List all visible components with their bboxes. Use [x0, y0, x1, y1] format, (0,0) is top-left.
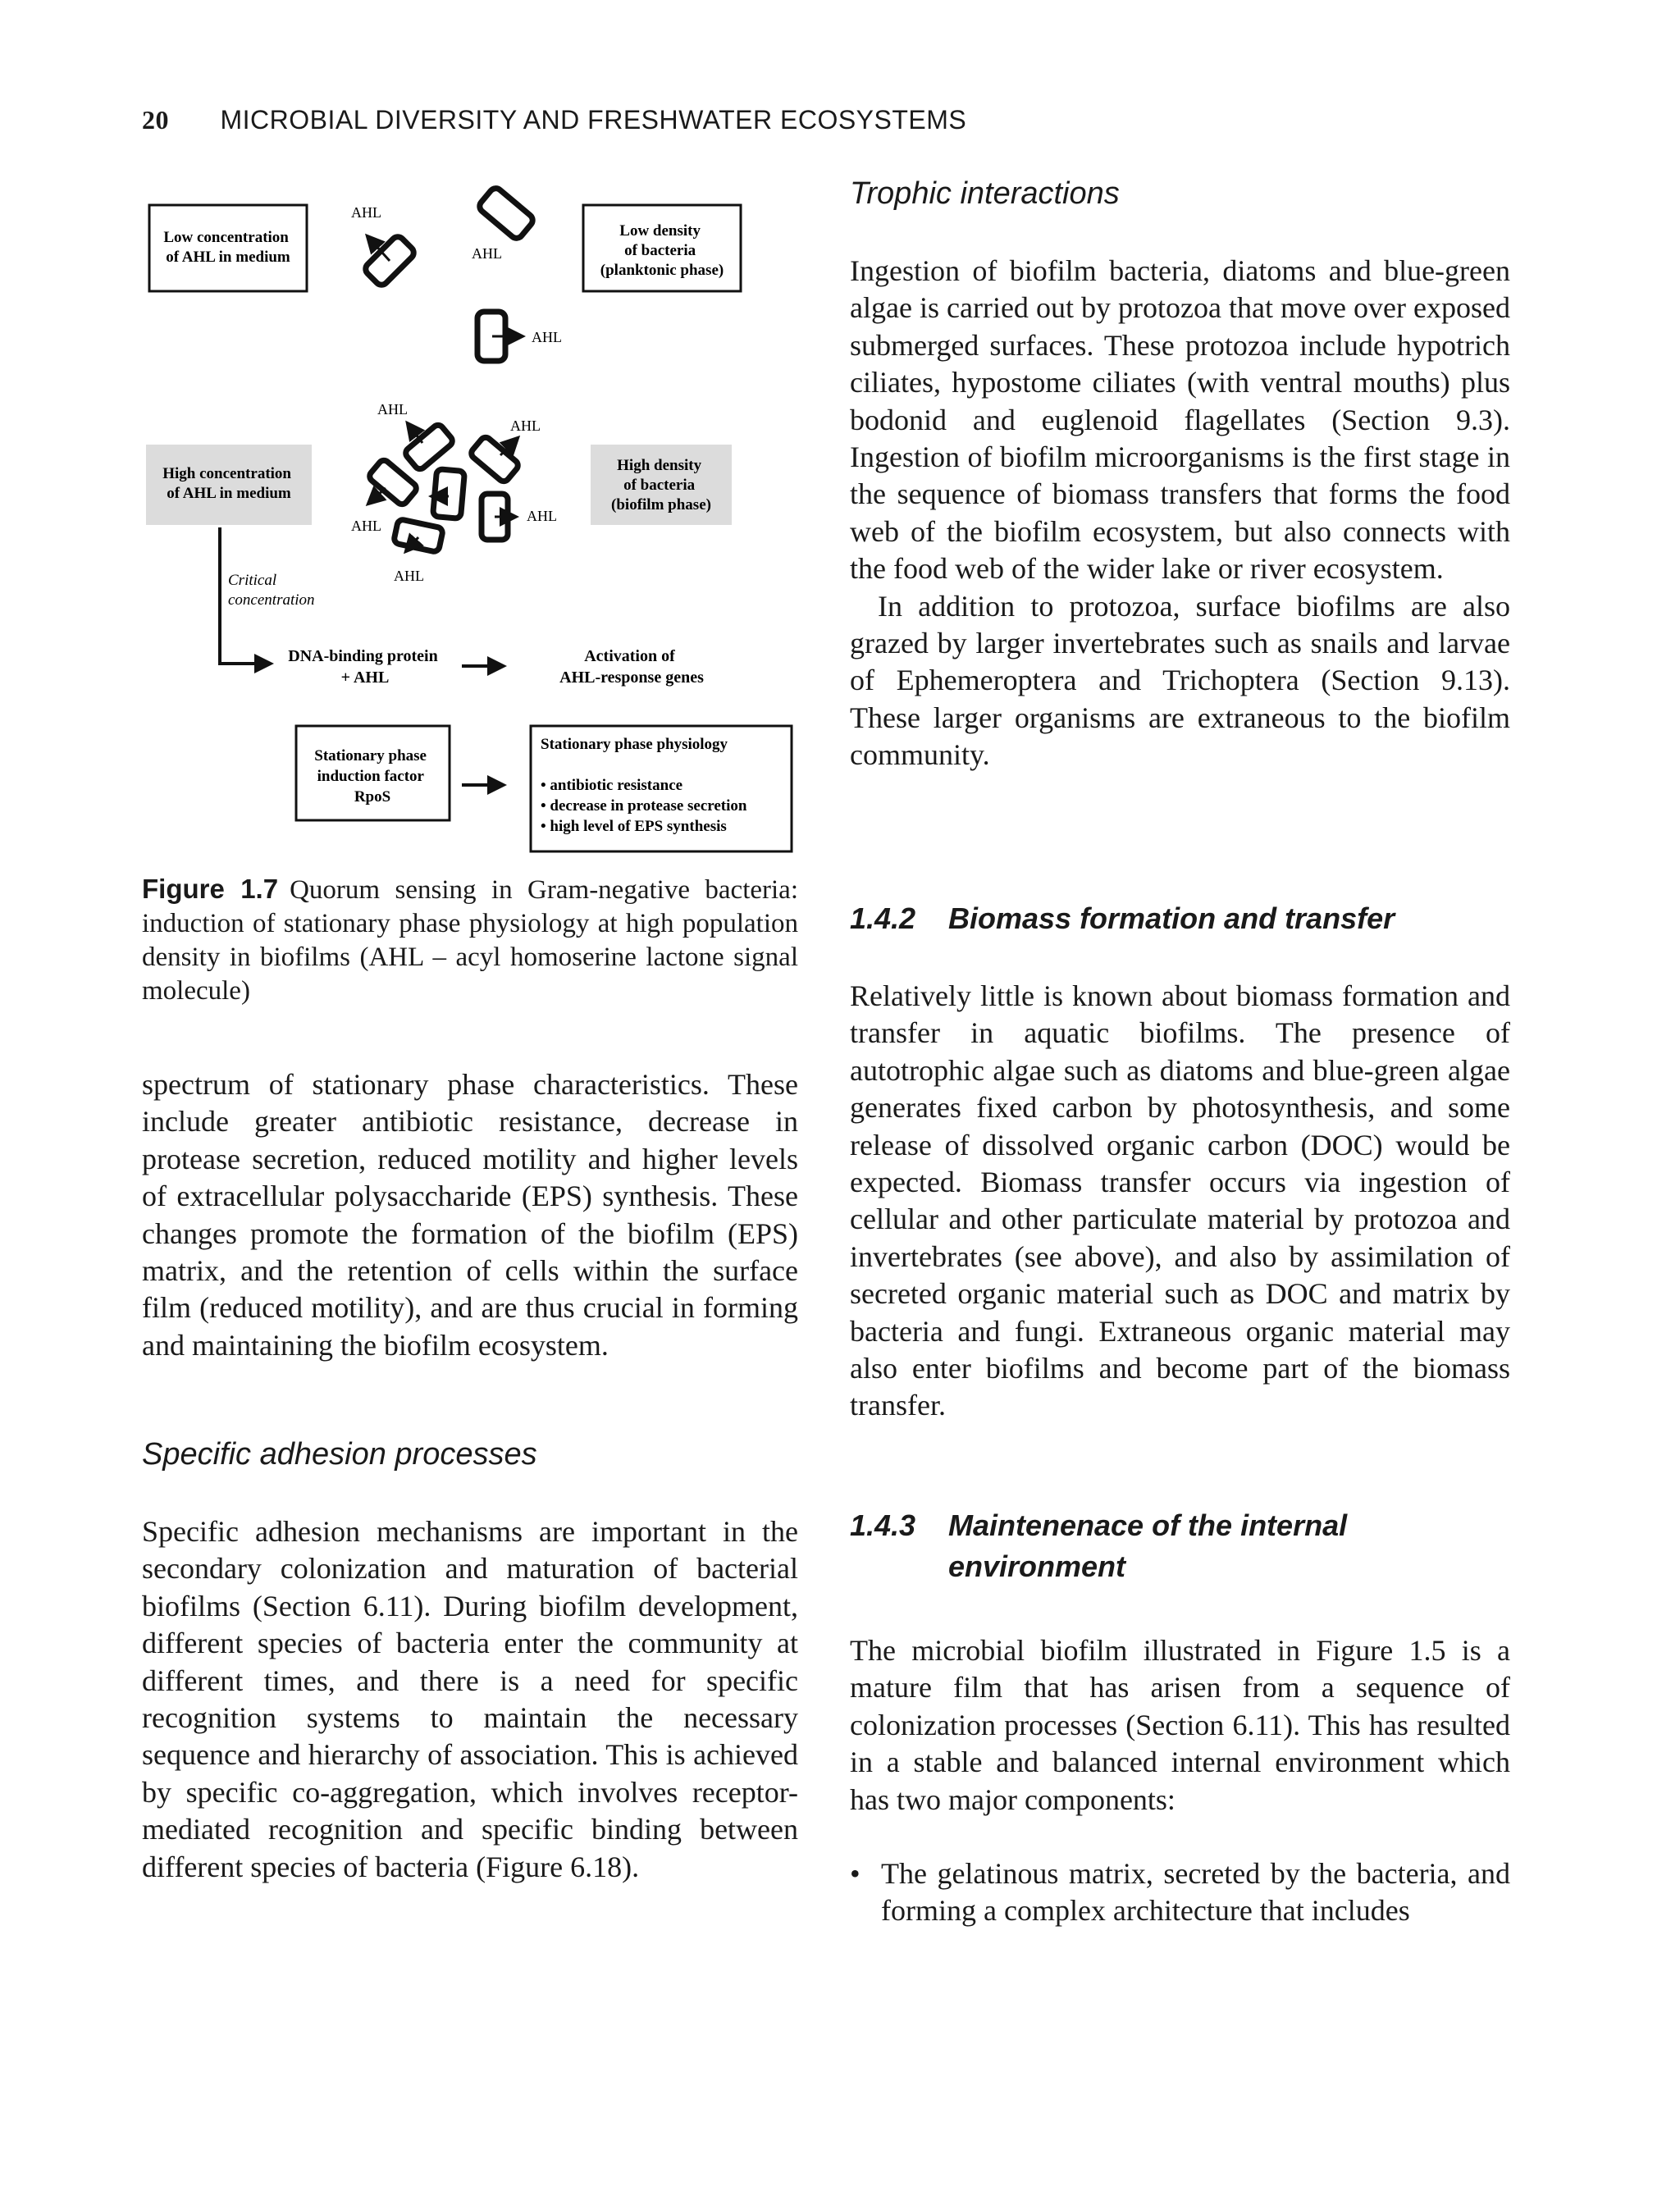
- bullet-icon: •: [850, 1857, 861, 1891]
- bacterium-cell: [393, 519, 443, 553]
- figure-caption: [142, 872, 798, 1008]
- paragraph: In addition to protozoa, surface biofilms are also grazed by larger invertebrates such as snails and larvae of Ephemeroptera and Trichoptera (Section 9.13). These larger organisms are extraneous to the biofilm community.: [850, 589, 1510, 772]
- list-item: • The gelatinous matrix, secreted by the bacteria, and forming a complex architecture that includes: [850, 1855, 1510, 1930]
- activation-label: Activation of AHL-response genes: [559, 647, 704, 687]
- paragraph: Ingestion of biofilm bacteria, diatoms and blue-green algae is carried out by protozoa that move over exposed submerged surfaces. These protozoa include hypotrich ciliates, hypostome ciliates (with ventral mouths) plus bodonid and euglenoid flagellates (Section 9.3). Ingestion of biofilm microorganisms is the first stage in the sequence of biomass transfers that forms the food web of the biofilm ecosystem, but also connects with the food web of the wider lake or river ecosystem.: [850, 254, 1510, 586]
- low-density-label: Low density of bacteria (planktonic phase): [600, 222, 724, 279]
- physiology-item: • high level of EPS synthesis: [541, 818, 727, 835]
- quorum-sensing-figure: [139, 176, 800, 865]
- ahl-label: AHL: [351, 204, 381, 221]
- figure-label: Figure 1.7: [142, 874, 279, 904]
- running-header: [142, 105, 966, 135]
- dna-binding-label: DNA-binding protein + AHL: [288, 647, 438, 687]
- high-density-label: High density of bacteria (biofilm phase): [611, 457, 711, 513]
- right-column-2: [850, 978, 1510, 1425]
- paragraph: Relatively little is known about biomass formation and transfer in aquatic biofilms. The presence of autotrophic algae such as diatoms and blue-green algae generates fixed carbon by photosynthesis, and some release of dissolved organic carbon (DOC) would be expected. Biomass transfer occurs via ingestion of cellular and other particulate material by protozoa and invertebrates (see above), and also by assimilation of secreted organic material such as DOC and matrix by bacteria and fungi. Extraneous organic material may also enter biofilms and become part of the biomass transfer.: [850, 979, 1510, 1422]
- physiology-item: • antibiotic resistance: [541, 777, 683, 794]
- figure-caption-text: Quorum sensing in Gram-negative bacteria: induction of stationary phase physiology at high population density in biofilms (AHL – acyl homoserine lactone signal molecule): [142, 875, 798, 1006]
- section-heading-1-4-3: 1.4.3 Maintenenace of the internal environment: [850, 1508, 1348, 1583]
- physiology-item: • decrease in protease secretion: [541, 797, 747, 815]
- subsection-heading: Trophic interactions: [850, 176, 1120, 211]
- left-column: [142, 1066, 798, 1364]
- ahl-label: AHL: [377, 401, 408, 418]
- paragraph: spectrum of stationary phase characteristics. These include greater antibiotic resistance, decrease in protease secretion, reduced motility and higher levels of extracellular polysaccharide (EPS) synthesis. These changes promote the formation of the biofilm (EPS) matrix, and the retention of cells within the surface film (reduced motility), and are thus crucial in forming and maintaining the biofilm ecosystem.: [142, 1068, 798, 1362]
- critical-concentration-label: Critical concentration: [228, 572, 315, 609]
- right-column: [850, 253, 1510, 774]
- low-concentration-label: Low concentration of AHL in medium: [163, 229, 290, 266]
- paragraph: The microbial biofilm illustrated in Figure 1.5 is a mature film that has arisen from a sequence of colonization processes (Section 6.11). This has resulted in a stable and balanced internal environment which has two major components:: [850, 1634, 1510, 1816]
- physiology-title: Stationary phase physiology: [541, 736, 728, 753]
- left-column-2: [142, 1513, 798, 1886]
- ahl-label: AHL: [394, 568, 424, 584]
- ahl-label: AHL: [510, 418, 541, 434]
- page-number: 20: [142, 105, 169, 135]
- section-heading-1-4-2: 1.4.2 Biomass formation and transfer: [850, 901, 1395, 935]
- ahl-label: AHL: [532, 329, 562, 345]
- bacterium-cell: [477, 185, 536, 240]
- running-title: MICROBIAL DIVERSITY AND FRESHWATER ECOSYSTEMS: [220, 105, 967, 135]
- ahl-label: AHL: [351, 518, 381, 534]
- paragraph: Specific adhesion mechanisms are important in the secondary colonization and maturation of bacterial biofilms (Section 6.11). During biofilm development, different species of bacteria enter the community at different times, and there is a need for specific recognition systems to maintain the necessary sequence and hierarchy of association. This is achieved by specific co-aggregation, which involves receptor-mediated recognition and specific binding between different species of bacteria (Figure 6.18).: [142, 1515, 798, 1883]
- ahl-label: AHL: [527, 508, 557, 524]
- high-concentration-label: High concentration of AHL in medium: [162, 465, 291, 502]
- bacterium-cell: [433, 469, 465, 519]
- rpos-label: Stationary phase induction factor RpoS: [314, 747, 427, 805]
- right-column-3: [850, 1632, 1510, 1930]
- ahl-label: AHL: [472, 245, 502, 262]
- subsection-heading: Specific adhesion processes: [142, 1437, 537, 1472]
